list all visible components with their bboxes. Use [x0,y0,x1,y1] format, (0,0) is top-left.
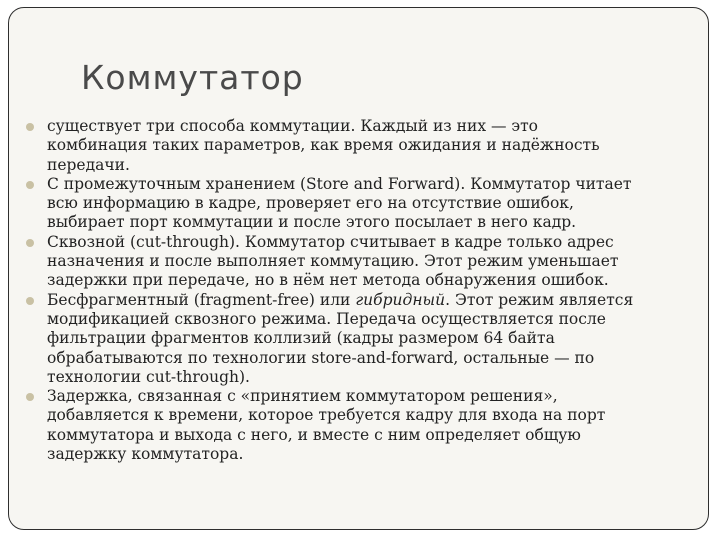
slide-title: Коммутатор [81,58,304,97]
bullet-text-line: передачи. [47,155,130,174]
bullet-text-line: всю информацию в кадре, проверяет его на отсутствие ошибок, [47,194,574,213]
bullet-text-line: добавляется к времени, которое требуется кадру для входа на порт [47,406,606,425]
bullet-text-line: Задержка, связанная с «принятием коммутатором решения», [47,387,558,406]
bullet-dot-icon [26,181,34,189]
bullet-text-line: назначения и после выполняет коммутацию. Этот режим уменьшает [47,252,619,271]
bullet-text-line: задержку коммутатора. [47,445,244,464]
bullet-item-store-and-forward [26,175,698,233]
bullet-text-line: обрабатываются по технологии store-and-forward, остальные — по [47,348,595,367]
bullet-dot-icon [26,297,34,305]
bullet-dot-icon [26,123,34,131]
bullet-text-line [47,291,698,310]
bullet-item-fragment-free [26,291,698,387]
bullet-dot-icon [26,239,34,247]
bullet-text-emphasis: гибридный [355,290,446,309]
bullet-text-line: выбирает порт коммутации и после этого посылает в него кадр. [47,213,577,232]
bullet-list [26,117,698,464]
bullet-text-line: задержки при передаче, но в нём нет метода обнаружения ошибок. [47,271,609,290]
bullet-item-cut-through [26,233,698,291]
bullet-text-line: С промежуточным хранением (Store and Forward). Коммутатор читает [47,174,632,193]
bullet-text-line: коммутатора и выхода с него, и вместе с ним определяет общую [47,425,581,444]
bullet-text-line: существует три способа коммутации. Каждый из них — это [47,117,539,135]
bullet-dot-icon [26,393,34,401]
bullet-text-line: фильтрации фрагментов коллизий (кадры размером 64 байта [47,329,555,348]
bullet-text-segment: . Этот режим является [445,290,634,309]
bullet-text-line: Сквозной (cut-through). Коммутатор считывает в кадре только адрес [47,232,614,251]
bullet-text-line: комбинация таких параметров, как время ожидания и надёжность [47,136,600,155]
bullet-item-switching-methods [26,117,698,175]
bullet-text-line: технологии cut-through). [47,367,250,386]
bullet-text-segment: Бесфрагментный (fragment-free) или [47,290,356,309]
bullet-item-switch-latency [26,387,698,464]
bullet-text-line: модификацией сквозного режима. Передача осуществляется после [47,309,606,328]
